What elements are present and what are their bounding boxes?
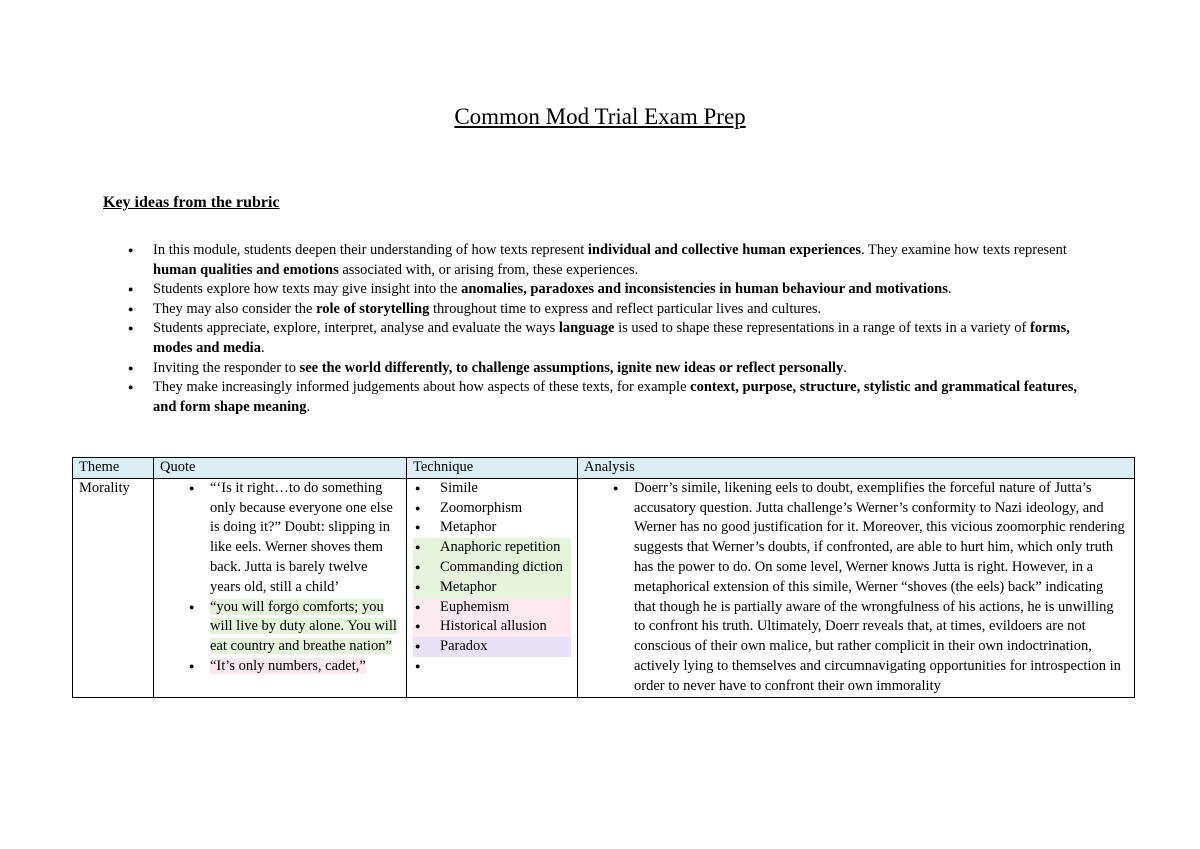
quote-list (160, 479, 400, 677)
quote-item: ● “you will forgo comforts; you will live by duty alone. You will eat country and breathe nation” (160, 598, 400, 657)
quote-cell (154, 478, 407, 697)
technique-item (413, 657, 571, 677)
rubric-list (103, 241, 1103, 417)
technique-item: ● Zoomorphism (413, 499, 571, 519)
header-theme: Theme (73, 458, 154, 479)
rubric-item: ● They make increasingly informed judgements about how aspects of these texts, for example context, purpose, structure, stylistic and grammatical features, and form shape meaning. (103, 378, 1103, 417)
technique-item: ● Simile (413, 479, 571, 499)
document-title: Common Mod Trial Exam Prep (454, 104, 746, 129)
rubric-item: ● Students appreciate, explore, interpret, analyse and evaluate the ways language is used to shape these representations in a range of texts in a variety of forms, modes and media. (103, 319, 1103, 358)
quote-item: ● “‘Is it right…to do something only because everyone one else is doing it?” Doubt: slipping in like eels. Werner shoves them back. Jutta is barely twelve years old, still a child’ (160, 479, 400, 598)
technique-item: ● Metaphor (413, 518, 571, 538)
table-row (73, 478, 1135, 697)
quote-item: ● “It’s only numbers, cadet,” (160, 657, 400, 677)
rubric-item: ● Inviting the responder to see the world differently, to challenge assumptions, ignite new ideas or reflect personally. (103, 359, 1103, 379)
analysis-cell (578, 478, 1135, 697)
technique-cell (407, 478, 578, 697)
section-heading: Key ideas from the rubric (103, 194, 280, 211)
analysis-table (72, 457, 1135, 698)
technique-list (413, 479, 571, 677)
rubric-item: ● They may also consider the role of storytelling throughout time to express and reflect particular lives and cultures. (103, 300, 1103, 320)
header-technique: Technique (407, 458, 578, 479)
theme-cell: Morality (73, 478, 154, 697)
header-quote: Quote (154, 458, 407, 479)
technique-item: ● Paradox (413, 637, 571, 657)
analysis-list (584, 479, 1128, 697)
analysis-item: ● Doerr’s simile, likening eels to doubt, exemplifies the forceful nature of Jutta’s accusatory question. Jutta challenge’s Werner’s conformity to Nazi ideology, and Werner has no good justification for it. Moreover, this vicious zoomorphic rendering suggests that Werner’s doubts, if confronted, are able to hurt him, which only truth has the power to do. On some level, Werner knows Jutta is right. However, in a metaphorical extension of this simile, Werner “shoves (the eels) back” indicating that though he is partially aware of the wrongfulness of his actions, he is unwilling to confront his truth. Ultimately, Doerr reveals that, at times, evildoers are not conscious of their own malice, but rather complicit in their own indoctrination, actively lying to themselves and circumnavigating opportunities for introspection in order to never have to confront their own immorality (584, 479, 1128, 697)
rubric-item: ● In this module, students deepen their understanding of how texts represent individual and collective human experiences. They examine how texts represent human qualities and emotions associated with, or arising from, these experiences. (103, 241, 1103, 280)
technique-item: ● Metaphor (413, 578, 571, 598)
rubric-item: ● Students explore how texts may give insight into the anomalies, paradoxes and inconsistencies in human behaviour and motivations. (103, 280, 1103, 300)
technique-item: ● Euphemism (413, 598, 571, 618)
technique-item: ● Historical allusion (413, 617, 571, 637)
table-header-row (73, 458, 1135, 479)
technique-item: ● Anaphoric repetition (413, 538, 571, 558)
header-analysis: Analysis (578, 458, 1135, 479)
technique-item: ● Commanding diction (413, 558, 571, 578)
